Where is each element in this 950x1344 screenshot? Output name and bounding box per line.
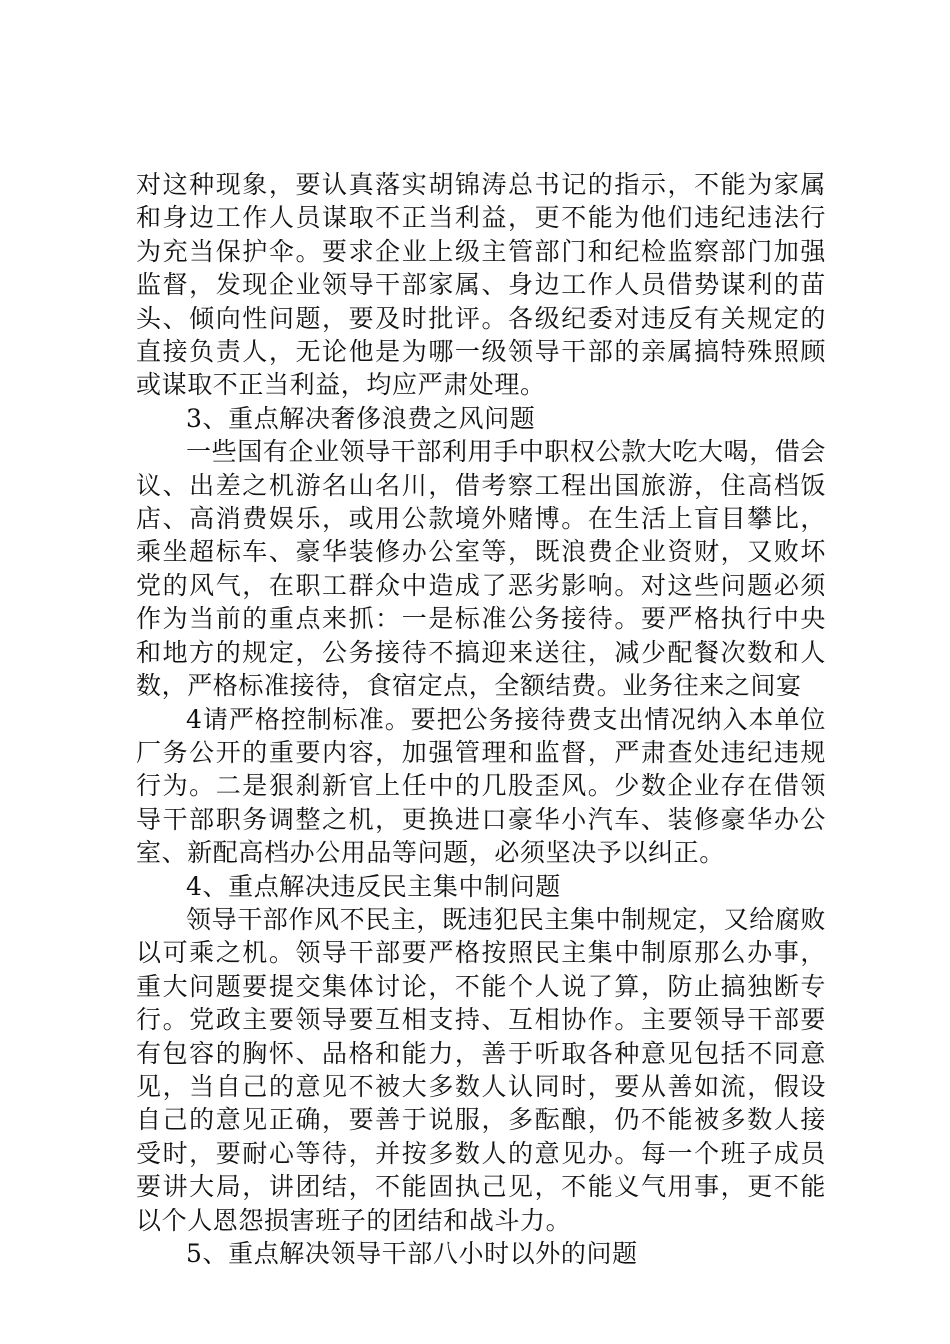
document-body — [136, 168, 826, 1270]
section-heading-4: 4、重点解决违反民主集中制问题 — [186, 871, 561, 901]
paragraph-intro: 对这种现象，要认真落实胡锦涛总书记的指示，不能为家属和身边工作人员谋取不正当利益，更不能为他们违纪违法行为充当保护伞。要求企业上级主管部门和纪检监察部门加强监督，发现企业领导干部家属、身边工作人员借势谋利的苗头、倾向性问题，要及时批评。各级纪委对违反有关规定的直接负责人，无论他是为哪一级领导干部的亲属搞特殊照顾或谋取不正当利益，均应严肃处理。 — [136, 170, 826, 400]
paragraph-democracy: 领导干部作风不民主，既违犯民主集中制规定，又给腐败以可乘之机。领导干部要严格按照民主集中制原那么办事，重大问题要提交集体讨论，不能个人说了算，防止搞独断专行。党政主要领导要互相支持、互相协作。主要领导干部要有包容的胸怀、品格和能力，善于听取各种意见包括不同意见，当自己的意见不被大多数人认同时，要从善如流，假设自己的意见正确，要善于说服，多酝酿，仍不能被多数人接受时，要耐心等待，并按多数人的意见办。每一个班子成员要讲大局，讲团结，不能固执己见，不能义气用事，更不能以个人恩怨损害班子的团结和战斗力。 — [136, 904, 827, 1235]
paragraph-waste: 一些国有企业领导干部利用手中职权公款大吃大喝，借会议、出差之机游名山名川，借考察工程出国旅游，住高档饭店、高消费娱乐，或用公款境外赌博。在生活上盲目攀比，乘坐超标车、豪华装修办公室等，既浪费企业资财，又败坏党的风气，在职工群众中造成了恶劣影响。对这些问题必须作为当前的重点来抓：一是标准公务接待。要严格执行中央和地方的规定，公务接待不搞迎来送往，减少配餐次数和人数，严格标准接待，食宿定点，全额结费。业务往来之间宴 — [136, 437, 827, 701]
section-heading-5: 5、重点解决领导干部八小时以外的问题 — [186, 1239, 638, 1268]
section-heading-3: 3、重点解决奢侈浪费之风问题 — [186, 403, 536, 433]
paragraph-reception: 4请严格控制标准。要把公务接待费支出情况纳入本单位厂务公开的重要内容，加强管理和监督，严肃查处违纪违规行为。二是狠刹新官上任中的几股歪风。少数企业存在借领导干部职务调整之机，更换进口豪华小汽车、装修豪华办公室、新配高档办公用品等问题，必须坚决予以纠正。 — [136, 704, 826, 868]
